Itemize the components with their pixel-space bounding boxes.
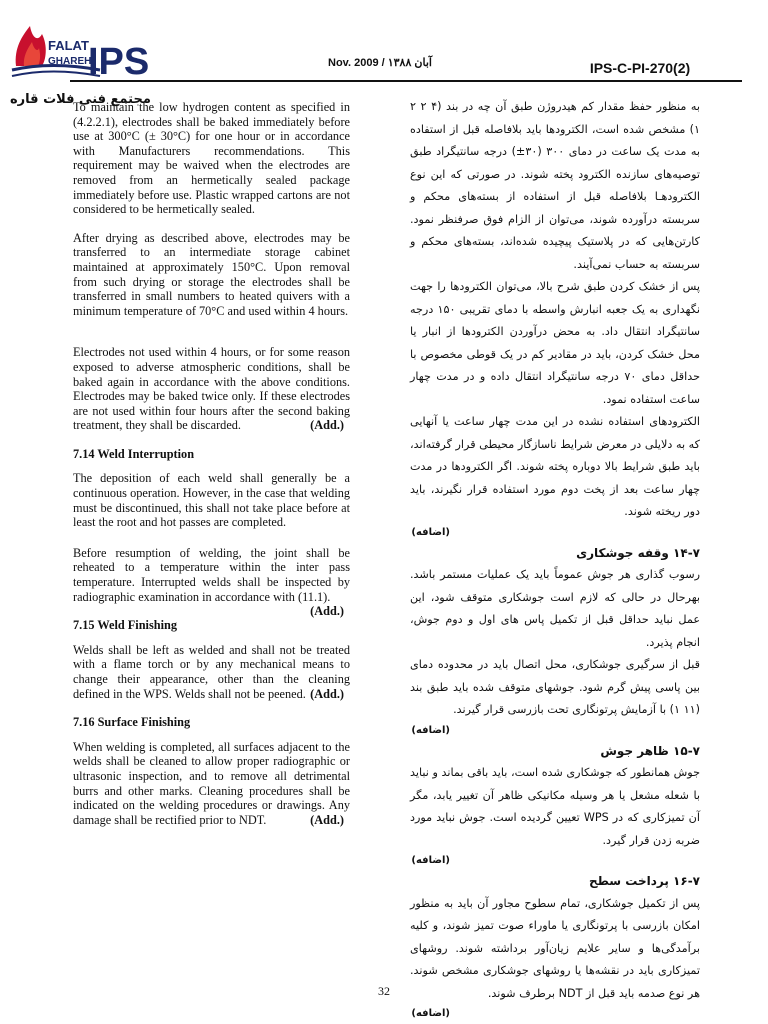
heading-7-14: 7.14 Weld Interruption (73, 446, 195, 461)
en-paragraph-surface-finishing (73, 740, 350, 828)
falat-ghareh-ips-logo (8, 8, 151, 108)
add-label: (Add.) (310, 686, 344, 701)
fa-paragraph-weld-finishing: جوش همانطور که جوشکاری شده است، باید باقی بماند و نباید با شعله مشعل یا هر وسیله مکانیکی ظاهر آن تغییر یابد، مگر آن تمیزکاری که در WPS تعیین گردیده است. جوش نباید مورد ضربه زدن قرار گیرد. (410, 766, 700, 847)
add-label-fa: (اضافه) (411, 1008, 450, 1019)
en-weld-finishing-text: Welds shall be left as welded and shall not be treated with a flame torch or by any mechanical means to change their appearance, other than the cleaning defined in the WPS. Welds shall not be peened. (73, 642, 350, 701)
logo-persian-text: مجتمع فنی فلات قاره (10, 92, 151, 107)
fa-paragraph-weld-continuous: رسوب گذاری هر جوش عموماً باید یک عملیات مستمر باشد. بهرحال در حالی که لازم است جوشکاری متوقف شود، این عمل نباید حداقل قبل از تکمیل پاس های اول و دوم جوش، انجام پذیرد. (410, 568, 700, 649)
header-rule (70, 80, 742, 82)
add-label-fa: (اضافه) (411, 855, 450, 866)
logo-text-falat: FALAT (48, 38, 89, 53)
en-resumption-text: Before resumption of welding, the joint shall be reheated to a temperature within the inter pass temperature. Interrupted welds shall be inspected by radiographic examination in accordance with (11.1). (73, 545, 350, 604)
en-paragraph-weld-continuous: The deposition of each weld shall generally be a continuous operation. However, in the case that welding must be discontinued, this shall not take place before at least the root and hot passes are completed. (73, 471, 350, 530)
heading-7-16: 7.16 Surface Finishing (73, 715, 191, 730)
fa-paragraph-rebaking: الکترودهای استفاده نشده در این مدت چهار ساعت یا آنهایی که به دلایلی در معرض شرایط ناسازگار محیطی قرار گرفته‌اند، باید طبق شرایط بالا دوباره پخته شوند. اگر الکترودها در مدت چهار ساعت بعد از پخت دوم مورد استفاده قرار نگیرند، باید دور ریخته شوند. (410, 415, 700, 518)
header-date: Nov. 2009 / ۱۳۸۸ آبان (328, 57, 432, 69)
add-label: (Add.) (310, 418, 344, 433)
add-label: (Add.) (310, 604, 344, 619)
fa-paragraph-drying-storage: پس از خشک کردن طبق شرح بالا، می‌توان الکترودها را جهت نگهداری به یک جعبه انبارش واسطه با دمای تقریبی ۱۵۰ درجه سانتیگراد انتقال داد. به محض درآوردن الکترودها از انبار یا محل خشک کردن، باید در مقادیر کم در یک قوطی مخصوص با حداقل دمای ۷۰ درجه سانتیگراد انتقال داده و در مدت چهار ساعت استفاده نمود. (410, 280, 700, 406)
add-label-fa: (اضافه) (411, 724, 450, 736)
add-label-fa: (اضافه) (411, 526, 450, 538)
fa-heading-7-16: ۱۶-۷ پرداخت سطح (588, 874, 700, 888)
logo-text-ips: IPS (88, 41, 150, 83)
add-label: (Add.) (310, 812, 344, 827)
flame-icon (16, 26, 46, 66)
fa-paragraph-resumption: قبل از سرگیری جوشکاری، محل اتصال باید در محدوده دمای بین پاسی پیش گرم شود. جوشهای متوقف شده باید طبق بند (۱۱ ۱) با آزمایش پرتونگاری تحت بازرسی قرار گیرند. (410, 658, 700, 716)
fa-paragraph-surface-finishing: پس از تکمیل جوشکاری، تمام سطوح مجاور آن باید به منظور امکان بازرسی با پرتونگاری یا ماوراء صوت تمیز شوند، و کلیه برآمدگی‌ها و سایر علایم زیان‌آور برداشته شوند. روشهای تمیزکاری باید در نقشه‌ها یا روشهای جوشکاری مشخص شوند. هر نوع صدمه باید قبل از NDT برطرف شوند. (410, 896, 700, 1000)
header-standard-number: IPS-C-PI-270(2) (589, 60, 691, 76)
fa-paragraph-electrode-baking: به منظور حفظ مقدار کم هیدروژن طبق آن چه در بند (۴ ۲ ۲ ۱) مشخص شده است، الکترودها باید بلافاصله قبل از استفاده به مدت یک ساعت در دمای ۳۰۰ (۳۰±) درجه سانتیگراد طبق توصیه‌های سازنده الکترود پخته شوند. در صورتی که این نوع الکترودهـا بلافاصله قبل از استفاده از بسته‌های محکم و سربسته درآورده شوند، می‌توان از الزام فوق صرفنظر نمود. کارتن‌هایی که در پلاستیک پیچیده شده‌اند، بسته‌های محکم و سربسته به حساب نمی‌آیند. (410, 100, 700, 271)
fa-heading-7-14: ۱۴-۷ وقفه جوشکاری (576, 545, 700, 560)
en-paragraph-weld-finishing (73, 643, 350, 701)
en-paragraph-resumption (73, 545, 350, 619)
english-column (73, 100, 350, 827)
heading-7-15: 7.15 Weld Finishing (73, 618, 177, 633)
en-surface-finishing-text: When welding is completed, all surfaces adjacent to the welds shall be cleaned to allow proper radiographic or ultrasonic inspection, and to remove all detrimental burrs and other marks. Cleaning procedures shall be indicated on the welding procedures or drawings. Any damage shall be rectified prior to NDT. (73, 739, 350, 827)
page-number: 32 (378, 984, 390, 998)
en-paragraph-rebaking (73, 345, 350, 433)
en-paragraph-electrode-baking: To maintain the low hydrogen content as specified in (4.2.2.1), electrodes shall be baked immediately before use at 300°C (± 30°C) for one hour or in accordance with Manufacturers recommendations. This requirement may be waived when the electrodes are removed from an hermetically sealed package immediately before use. Plastic wrapped cartons are not considered to be hermetically sealed. (73, 100, 350, 217)
persian-column (410, 96, 700, 1023)
en-paragraph-drying-storage: After drying as described above, electrodes may be transferred to an intermediate storage cabinet maintained at approximately 150°C. Upon removal from such drying or storage the electrodes shall be transferred in small numbers to heated quivers with a minimum temperature of 70°C and used within 4 hours. (73, 230, 350, 318)
logo-text-ghareh: GHAREH (48, 56, 92, 67)
fa-heading-7-15: ۱۵-۷ ظاهر جوش (600, 743, 700, 758)
en-rebaking-text: Electrodes not used within 4 hours, or for some reason exposed to adverse atmospheric conditions, shall be baked again in accordance with the above conditions. Electrodes may be baked twice only. If these electrodes are not used within four hours after the second baking treatment, they shall be discarded. (73, 345, 350, 433)
